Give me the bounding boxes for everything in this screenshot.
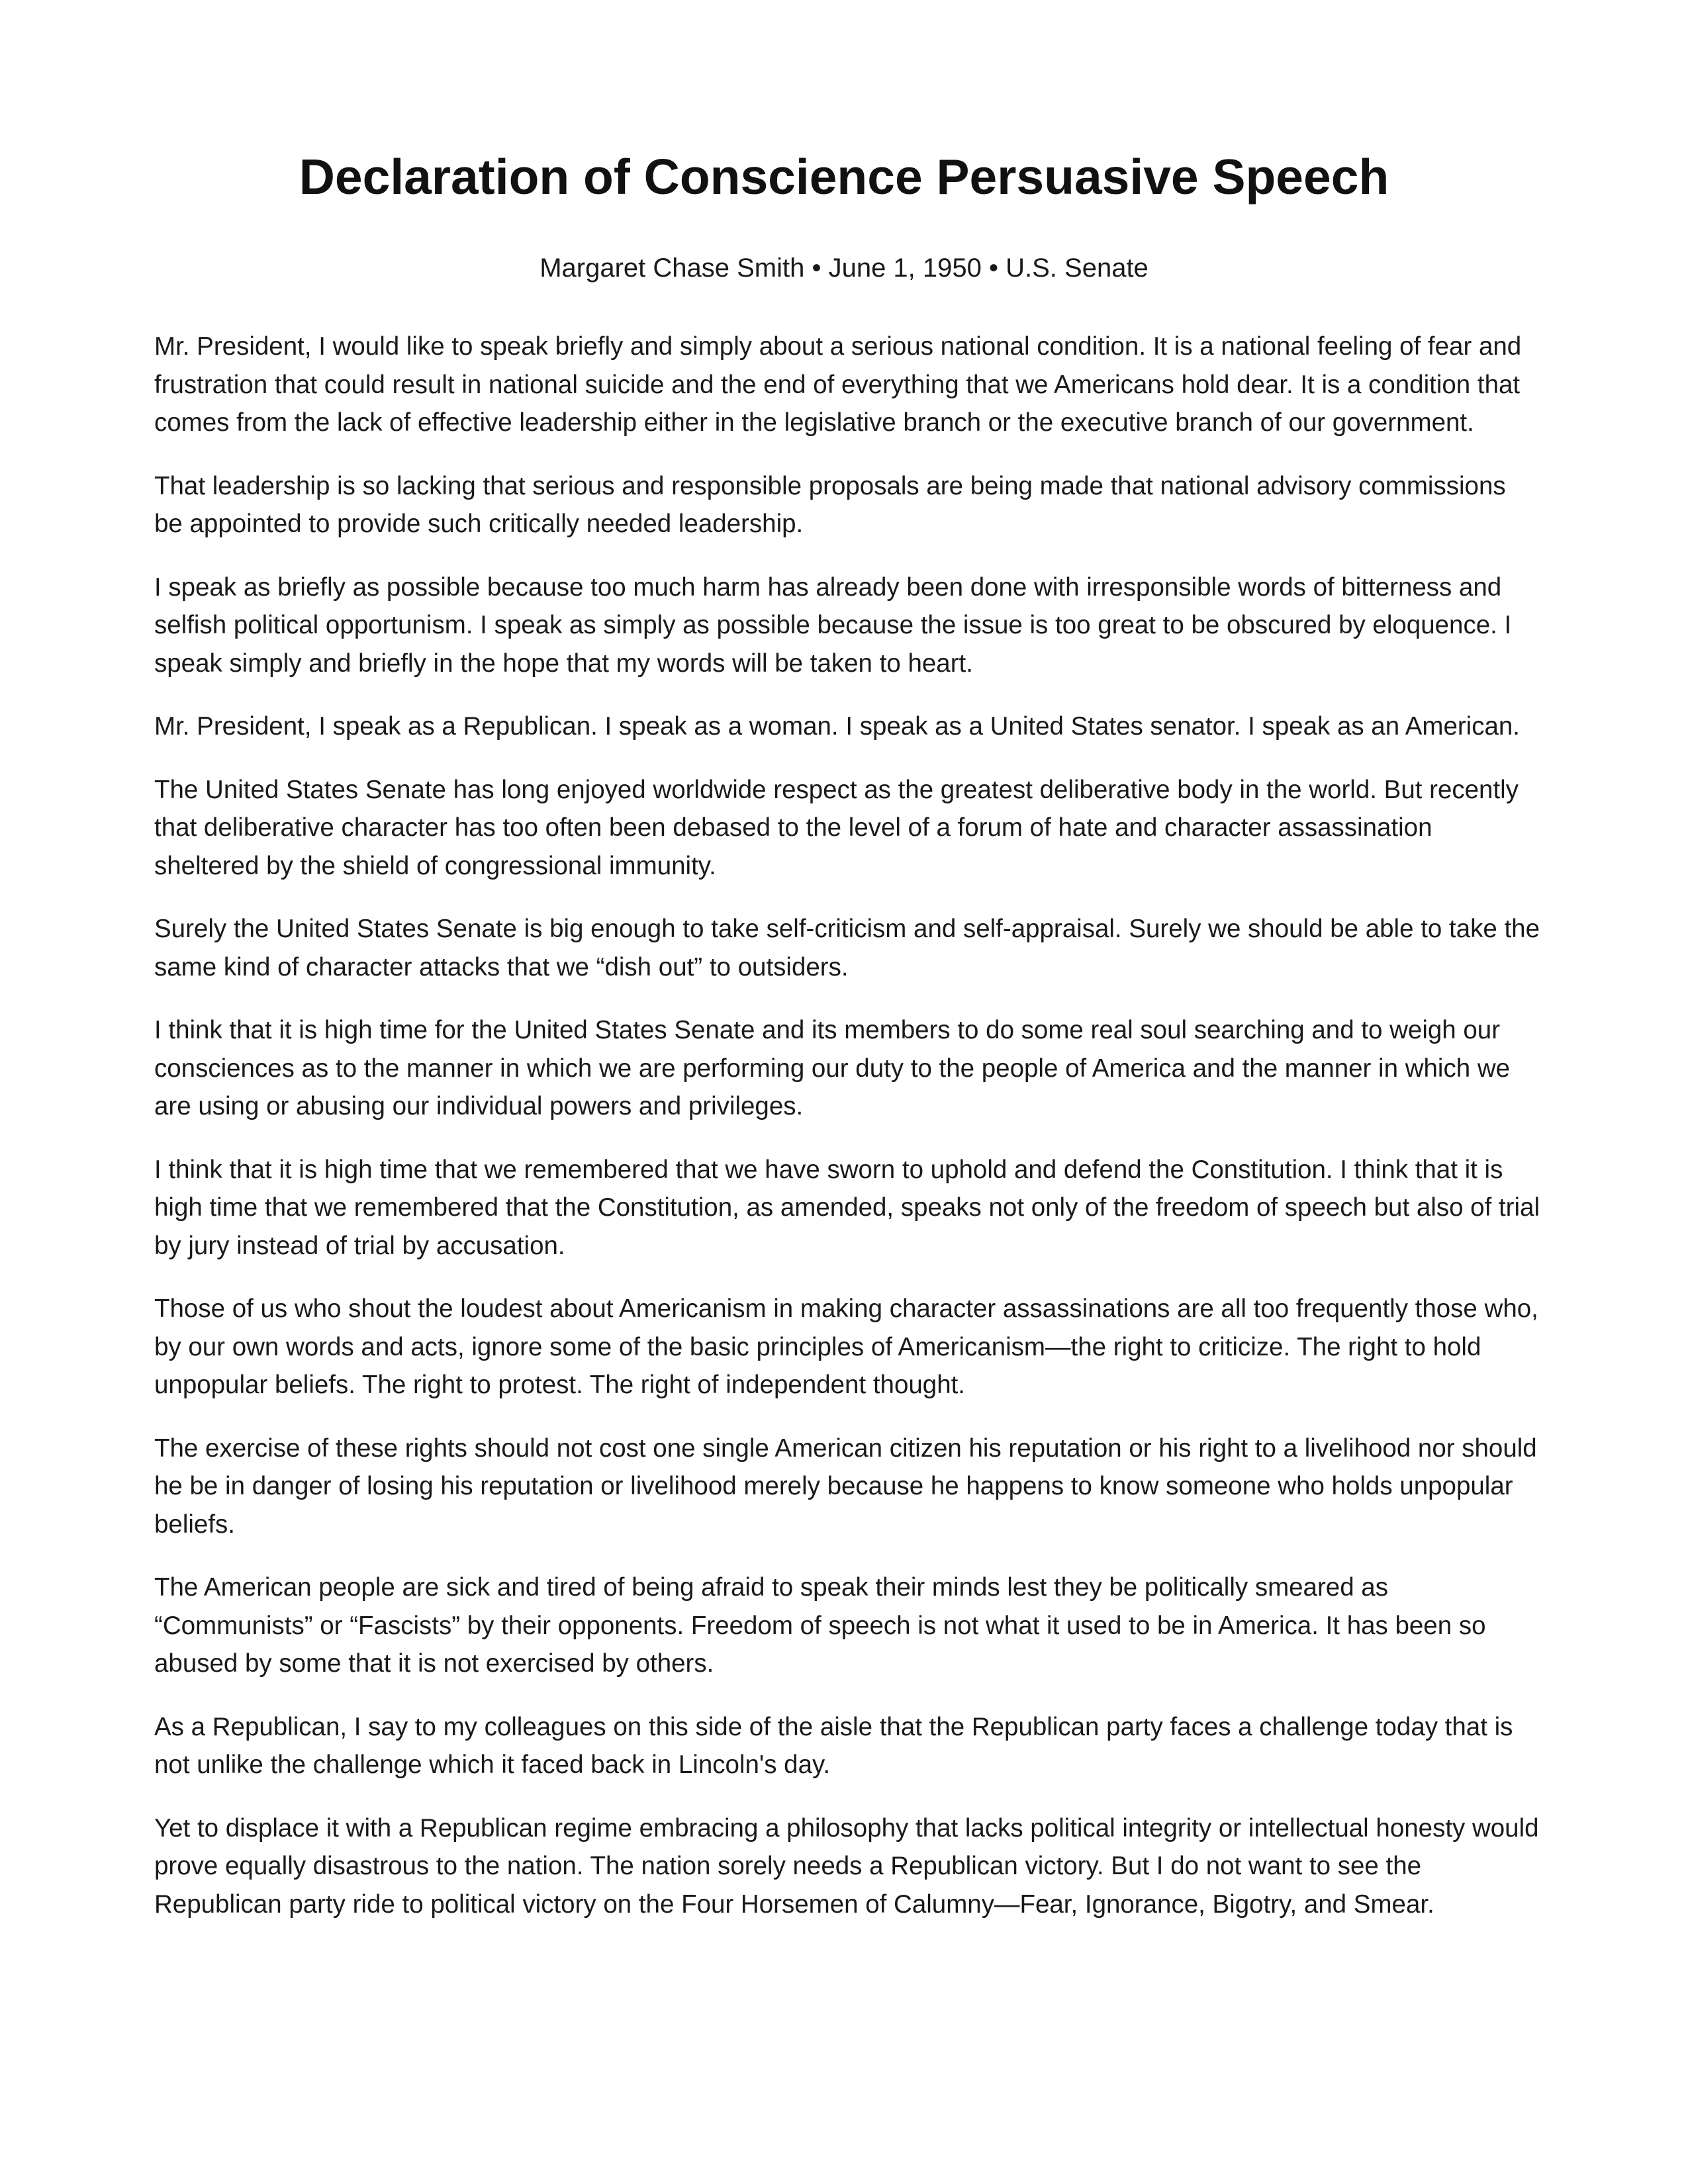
document-byline: Margaret Chase Smith • June 1, 1950 • U.S. Senate (539, 253, 1149, 283)
paragraph: Mr. President, I speak as a Republican. I speak as a woman. I speak as a United States senator. I speak as an American. (154, 712, 1521, 741)
document-title: Declaration of Conscience Persuasive Speech (299, 149, 1389, 205)
paragraph: The American people are sick and tired of being afraid to speak their minds lest they be politically smeared as “Communists” or “Fascists” by their opponents. Freedom of speech is not what it used to be in America. It has been so abused by some that it is not exercised by others. (154, 1573, 1486, 1678)
paragraph: The United States Senate has long enjoyed worldwide respect as the greatest deliberative body in the world. But recently that deliberative character has too often been debased to the level of a forum of hate and character assassination sheltered by the shield of congressional immunity. (154, 775, 1519, 880)
paragraph: As a Republican, I say to my colleagues on this side of the aisle that the Republican party faces a challenge today that is not unlike the challenge which it faced back in Lincoln's day. (154, 1712, 1513, 1779)
paragraph: The exercise of these rights should not cost one single American citizen his reputation or his right to a livelihood nor should he be in danger of losing his reputation or livelihood merely because he happens to know someone who holds unpopular beliefs. (154, 1433, 1537, 1539)
paragraph: Those of us who shout the loudest about Americanism in making character assassinations are all too frequently those who, by our own words and acts, ignore some of the basic principles of Americanism—the right to criticize. The right to hold unpopular beliefs. The right to protest. The right of independent thought. (154, 1295, 1538, 1399)
paragraph: That leadership is so lacking that serious and responsible proposals are being made that national advisory commissions be appointed to provide such critically needed leadership. (154, 471, 1506, 538)
paragraph: Yet to displace it with a Republican regime embracing a philosophy that lacks political integrity or intellectual honesty would prove equally disastrous to the nation. The nation sorely needs a Republican victory. But I do not want to see the Republican party ride to political victory on the Four Horsemen of Calumny—Fear, Ignorance, Bigotry, and Smear. (154, 1813, 1539, 1919)
paragraph: Mr. President, I would like to speak briefly and simply about a serious national condition. It is a national feeling of fear and frustration that could result in national suicide and the end of everything that we Americans hold dear. It is a condition that comes from the lack of effective leadership either in the legislative branch or the executive branch of our government. (154, 332, 1522, 437)
paragraph: I think that it is high time for the United States Senate and its members to do some real soul searching and to weigh our consciences as to the manner in which we are performing our duty to the people of America and the manner in which we are using or abusing our individual powers and privileges. (154, 1016, 1511, 1120)
paragraph: I speak as briefly as possible because too much harm has already been done with irresponsible words of bitterness and selfish political opportunism. I speak as simply as possible because the issue is too great to be obscured by eloquence. I speak simply and briefly in the hope that my words will be taken to heart. (154, 572, 1512, 678)
paragraph: Surely the United States Senate is big enough to take self-criticism and self-appraisal. Surely we should be able to take the same kind of character attacks that we “dish out” to outsiders. (154, 915, 1540, 981)
speech-body (154, 328, 1541, 1948)
paragraph: I think that it is high time that we remembered that we have sworn to uphold and defend the Constitution. I think that it is high time that we remembered that the Constitution, as amended, speaks not only of the freedom of speech but also of trial by jury instead of trial by accusation. (154, 1155, 1540, 1260)
